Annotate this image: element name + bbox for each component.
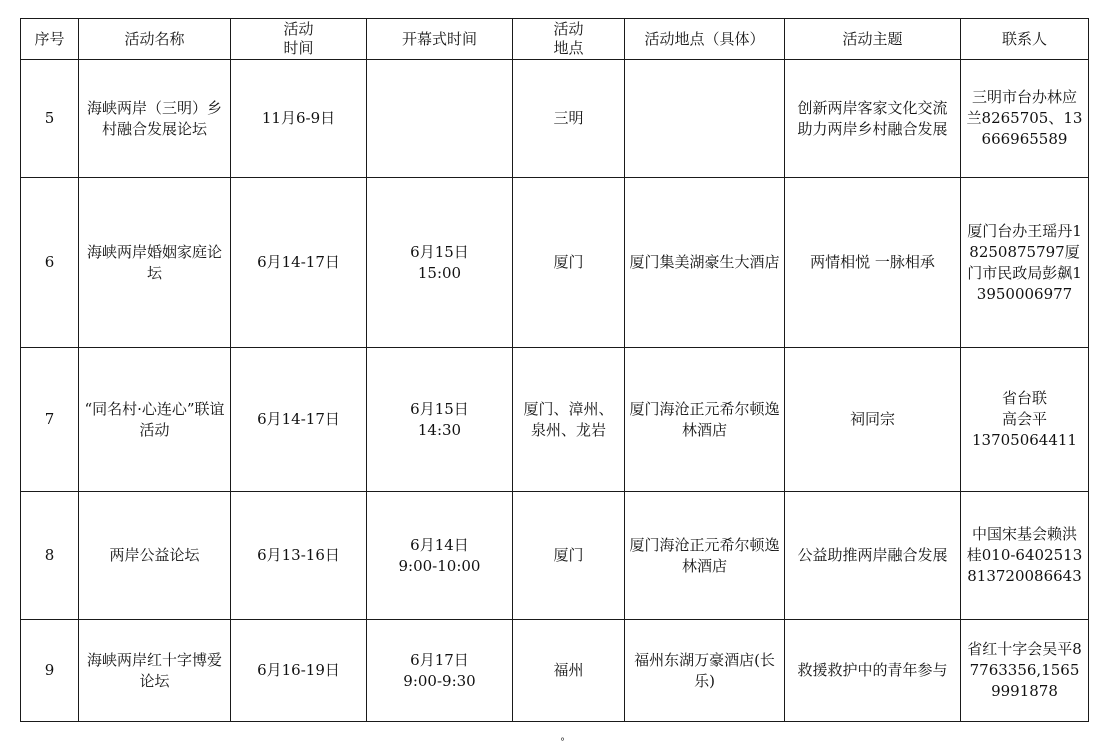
activity-schedule-table [20, 18, 1089, 722]
cell-venue: 厦门集美湖豪生大酒店 [625, 178, 785, 348]
cell-opening-time: 15:00 [417, 263, 462, 282]
cell-place: 厦门、漳州、泉州、龙岩 [513, 348, 625, 492]
cell-venue: 厦门海沧正元希尔顿逸林酒店 [625, 492, 785, 620]
header-time-line1: 活动 [283, 20, 314, 38]
contact-line: 省台联 [1001, 389, 1047, 407]
cell-name: 海峡两岸婚姻家庭论坛 [79, 178, 231, 348]
cell-theme: 救援救护中的青年参与 [785, 620, 961, 722]
header-place-line2: 地点 [553, 39, 584, 57]
cell-opening [367, 492, 513, 620]
table-row [21, 492, 1089, 620]
cell-opening-date: 6月15日 [410, 399, 469, 418]
cell-name: 两岸公益论坛 [79, 492, 231, 620]
cell-time: 6月14-17日 [231, 348, 367, 492]
cell-theme: 两情相悦 一脉相承 [785, 178, 961, 348]
header-time [231, 19, 367, 60]
cell-opening [367, 620, 513, 722]
cell-venue [625, 60, 785, 178]
cell-name: “同名村·心连心”联谊活动 [79, 348, 231, 492]
header-place-line1: 活动 [553, 20, 584, 38]
cell-seq: 5 [21, 60, 79, 178]
contact-line: 13705064411 [972, 431, 1077, 449]
cell-contact: 厦门台办王瑶丹18250875797厦门市民政局彭飙13950006977 [961, 178, 1089, 348]
header-opening: 开幕式时间 [367, 19, 513, 60]
table-row [21, 178, 1089, 348]
cell-theme: 祠同宗 [785, 348, 961, 492]
header-venue: 活动地点（具体） [625, 19, 785, 60]
cell-theme: 创新两岸客家文化交流 助力两岸乡村融合发展 [785, 60, 961, 178]
cell-place: 厦门 [513, 178, 625, 348]
cell-time: 6月13-16日 [231, 492, 367, 620]
cell-opening-time: 9:00-9:30 [403, 671, 476, 690]
cell-opening-date: 6月14日 [410, 535, 469, 554]
header-theme: 活动主题 [785, 19, 961, 60]
header-place [513, 19, 625, 60]
page-mark: ° [560, 737, 565, 748]
table-row [21, 348, 1089, 492]
cell-time: 11月6-9日 [231, 60, 367, 178]
cell-venue: 厦门海沧正元希尔顿逸林酒店 [625, 348, 785, 492]
table-row [21, 620, 1089, 722]
cell-seq: 7 [21, 348, 79, 492]
cell-place: 三明 [513, 60, 625, 178]
cell-seq: 6 [21, 178, 79, 348]
header-time-line2: 时间 [283, 39, 314, 57]
cell-name: 海峡两岸红十字博爱论坛 [79, 620, 231, 722]
contact-line: 高会平 [1001, 410, 1047, 428]
cell-opening-date: 6月15日 [410, 242, 469, 261]
cell-time: 6月16-19日 [231, 620, 367, 722]
cell-seq: 9 [21, 620, 79, 722]
cell-venue: 福州东湖万豪酒店(长乐) [625, 620, 785, 722]
header-contact: 联系人 [961, 19, 1089, 60]
cell-opening-time: 14:30 [417, 420, 462, 439]
table-row [21, 60, 1089, 178]
cell-place: 厦门 [513, 492, 625, 620]
cell-theme: 公益助推两岸融合发展 [785, 492, 961, 620]
cell-contact [961, 348, 1089, 492]
cell-opening [367, 60, 513, 178]
cell-opening [367, 178, 513, 348]
cell-contact: 省红十字会吴平87763356,15659991878 [961, 620, 1089, 722]
header-seq: 序号 [21, 19, 79, 60]
cell-seq: 8 [21, 492, 79, 620]
cell-name: 海峡两岸（三明）乡村融合发展论坛 [79, 60, 231, 178]
cell-opening-time: 9:00-10:00 [398, 556, 481, 575]
cell-contact: 中国宋基会赖洪桂010-6402513813720086643 [961, 492, 1089, 620]
cell-opening [367, 348, 513, 492]
cell-opening-date: 6月17日 [410, 650, 469, 669]
cell-place: 福州 [513, 620, 625, 722]
cell-time: 6月14-17日 [231, 178, 367, 348]
table-header-row [21, 19, 1089, 60]
cell-contact: 三明市台办林应兰8265705、13666965589 [961, 60, 1089, 178]
header-name: 活动名称 [79, 19, 231, 60]
